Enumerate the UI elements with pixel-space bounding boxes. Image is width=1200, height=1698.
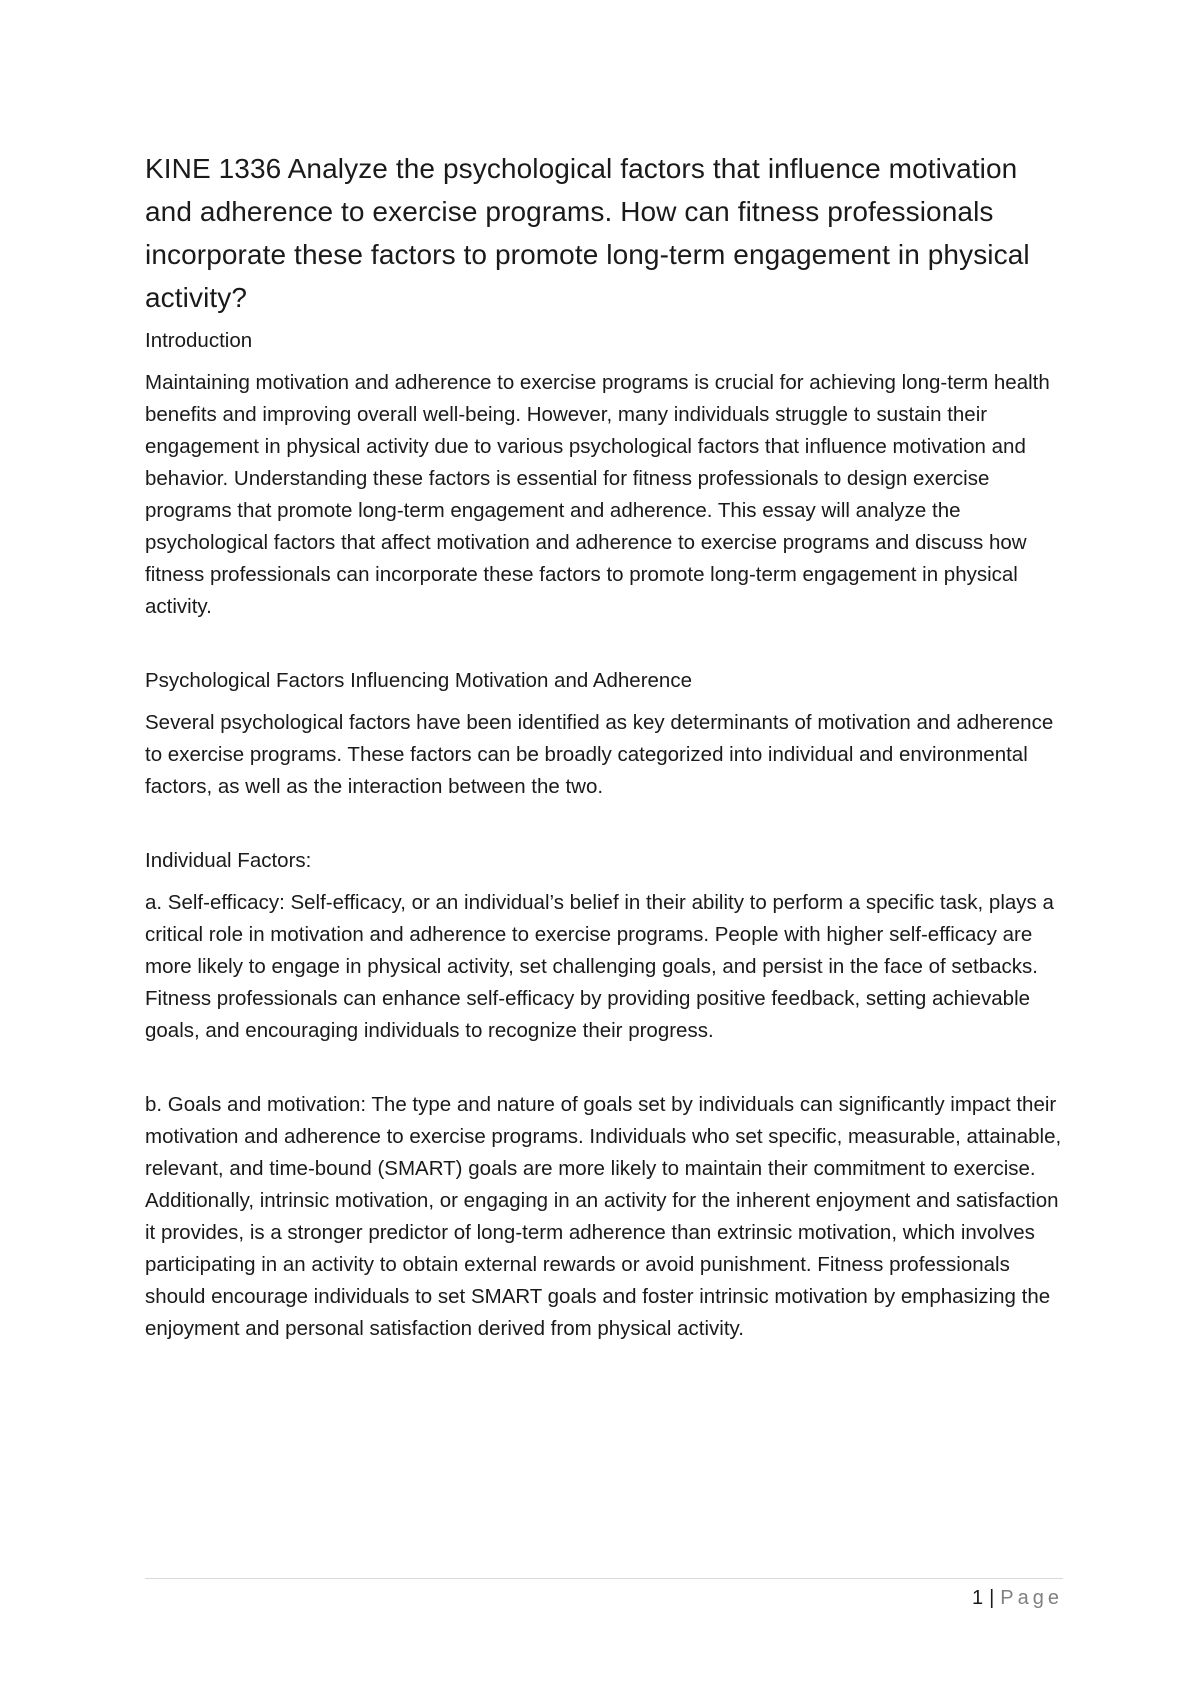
paragraph-spacer xyxy=(145,633,1065,665)
paragraph-spacer xyxy=(145,813,1065,845)
goals-motivation-paragraph: b. Goals and motivation: The type and nature of goals set by individuals can significantly impact their motivation and adherence to exercise programs. Individuals who set specific, measurable, attainable, relevant, and time-bound (SMART) goals are more likely to maintain their commitment to exercise. Additionally, intrinsic motivation, or engaging in an activity for the inherent enjoyment and satisfaction it provides, is a stronger predictor of long-term adherence than extrinsic motivation, which involves participating in an activity to obtain external rewards or avoid punishment. Fitness professionals should encourage individuals to set SMART goals and foster intrinsic motivation by emphasizing the enjoyment and personal satisfaction derived from physical activity. xyxy=(145,1093,1062,1340)
page-label: Page xyxy=(1000,1587,1063,1609)
document-body xyxy=(145,147,1065,1355)
page-footer xyxy=(972,1584,1063,1612)
introduction-paragraph: Maintaining motivation and adherence to exercise programs is crucial for achieving long-term health benefits and improving overall well-being. However, many individuals struggle to sustain their engagement in physical activity due to various psychological factors that influence motivation and behavior. Understanding these factors is essential for fitness professionals to design exercise programs that promote long-term engagement and adherence. This essay will analyze the psychological factors that affect motivation and adherence to exercise programs and discuss how fitness professionals can incorporate these factors to promote long-term engagement in physical activity. xyxy=(145,371,1050,618)
paragraph-spacer xyxy=(145,1057,1065,1089)
footer-separator: | xyxy=(989,1587,995,1609)
introduction-heading: Introduction xyxy=(145,329,253,352)
individual-factors-heading: Individual Factors: xyxy=(145,849,312,872)
psychological-factors-heading: Psychological Factors Influencing Motivation and Adherence xyxy=(145,669,692,692)
page-number: 1 xyxy=(971,1587,984,1609)
self-efficacy-paragraph: a. Self-efficacy: Self-efficacy, or an individual’s belief in their ability to perform a specific task, plays a critical role in motivation and adherence to exercise programs. People with higher self-efficacy are more likely to engage in physical activity, set challenging goals, and persist in the face of setbacks. Fitness professionals can enhance self-efficacy by providing positive feedback, setting achievable goals, and encouraging individuals to recognize their progress. xyxy=(145,891,1054,1042)
psychological-factors-paragraph: Several psychological factors have been identified as key determinants of motivation and adherence to exercise programs. These factors can be broadly categorized into individual and environmental factors, as well as the interaction between the two. xyxy=(145,711,1054,798)
footer-divider xyxy=(145,1578,1063,1579)
document-title: KINE 1336 Analyze the psychological factors that influence motivation and adherence to exercise programs. How can fitness professionals incorporate these factors to promote long-term engagement in physical activity? xyxy=(145,153,1030,313)
